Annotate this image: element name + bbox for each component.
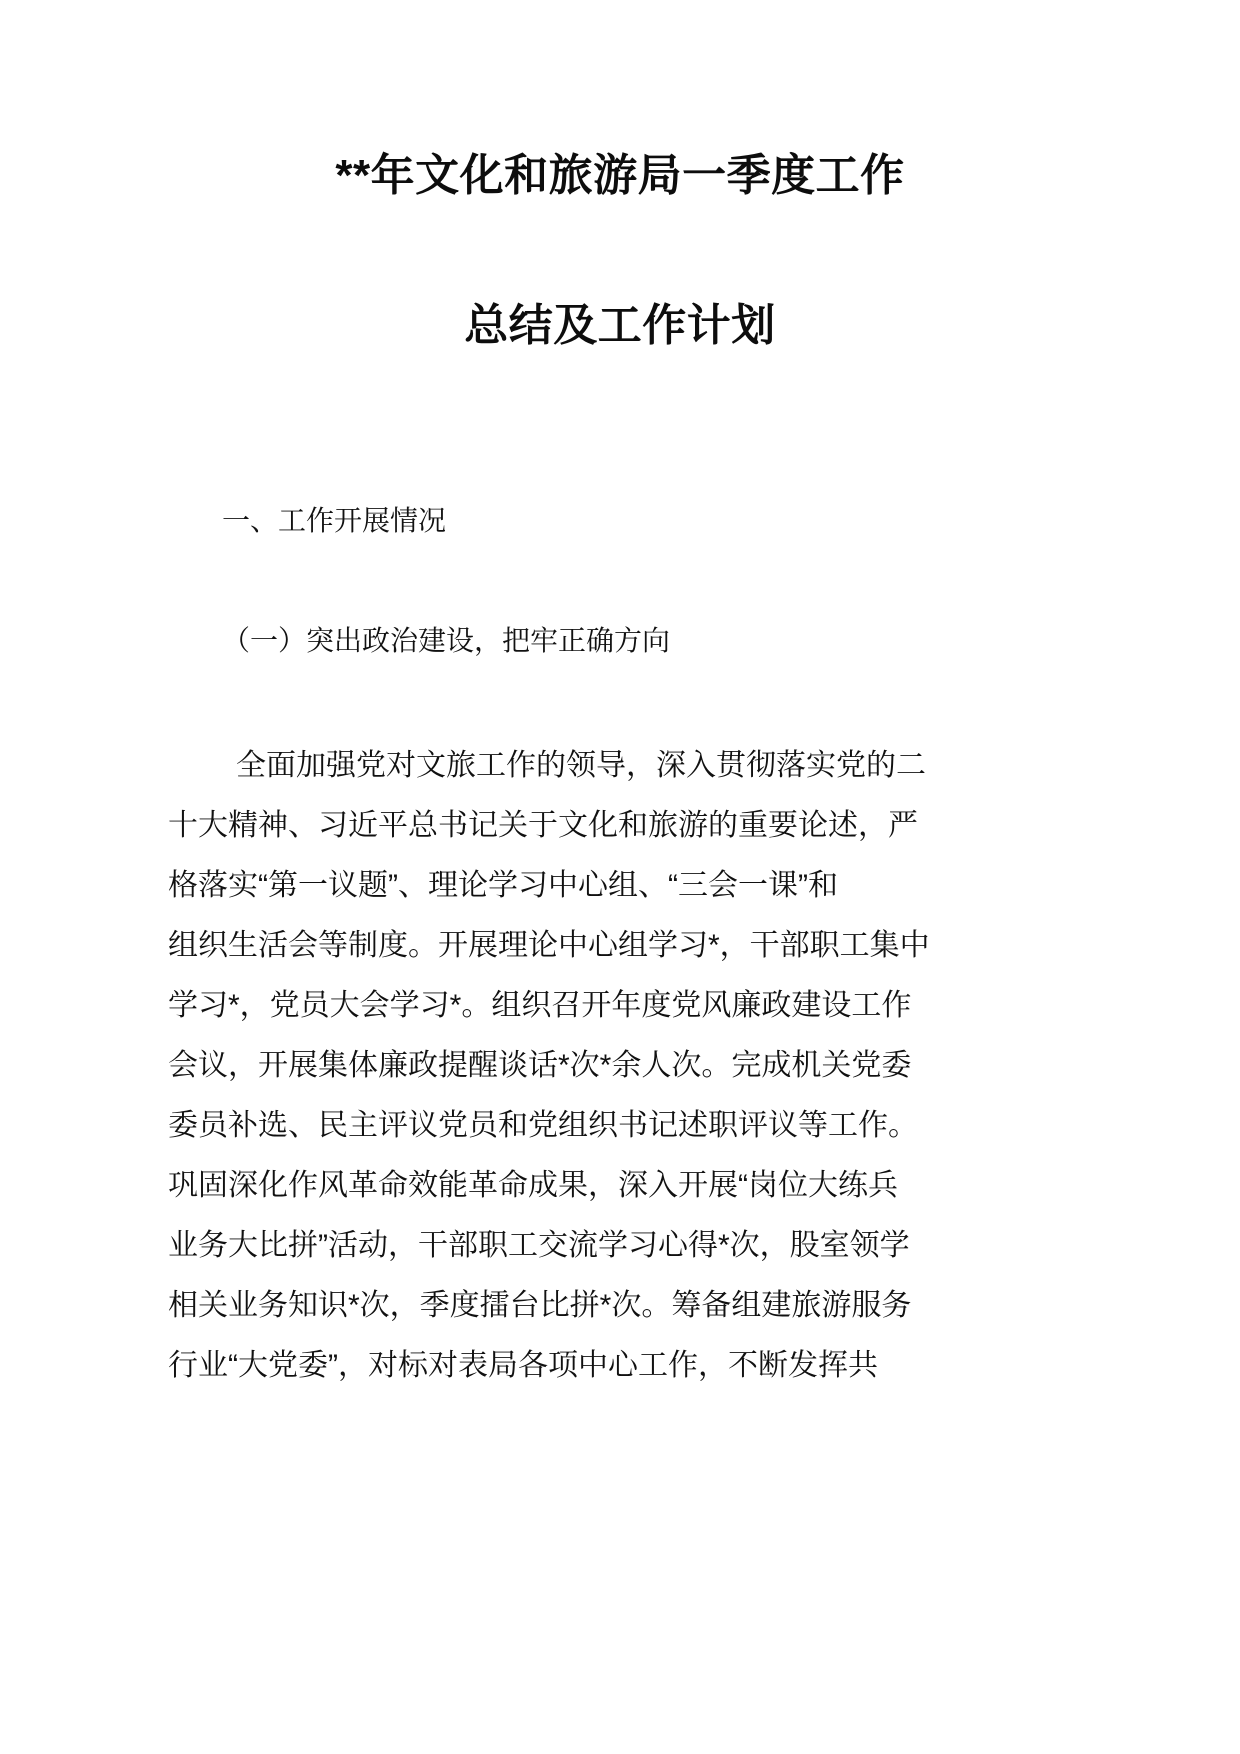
- document-title: [0, 150, 1240, 352]
- paragraph-line: 组织生活会等制度。开展理论中心组学习*，干部职工集中: [168, 929, 930, 962]
- paragraph-line: 全面加强党对文旅工作的领导，深入贯彻落实党的二: [236, 749, 926, 782]
- paragraph-line: 巩固深化作风革命效能革命成果，深入开展“岗位大练兵: [168, 1169, 898, 1202]
- paragraph-line: 相关业务知识*次，季度擂台比拼*次。筹备组建旅游服务: [168, 1289, 912, 1322]
- document-title-line-1: **年文化和旅游局一季度工作: [335, 151, 905, 200]
- document-title-line-2: 总结及工作计划: [464, 300, 776, 350]
- subsection-heading-political-construction: （一）突出政治建设，把牢正确方向: [222, 625, 671, 656]
- body-paragraph: [168, 736, 968, 1396]
- paragraph-line: 业务大比拼”活动，干部职工交流学习心得*次，股室领学: [168, 1229, 910, 1262]
- paragraph-line: 十大精神、习近平总书记关于文化和旅游的重要论述，严: [168, 809, 918, 842]
- paragraph-line: 学习*，党员大会学习*。组织召开年度党风廉政建设工作: [168, 989, 912, 1022]
- paragraph-line: 行业“大党委”，对标对表局各项中心工作，不断发挥共: [168, 1349, 878, 1382]
- paragraph-line: 会议，开展集体廉政提醒谈话*次*余人次。完成机关党委: [168, 1049, 912, 1082]
- section-heading-work-progress: 一、工作开展情况: [222, 505, 447, 536]
- paragraph-line: 委员补选、民主评议党员和党组织书记述职评议等工作。: [168, 1109, 918, 1142]
- document-body: [168, 500, 968, 1396]
- paragraph-line: 格落实“第一议题”、理论学习中心组、“三会一课”和: [168, 869, 838, 902]
